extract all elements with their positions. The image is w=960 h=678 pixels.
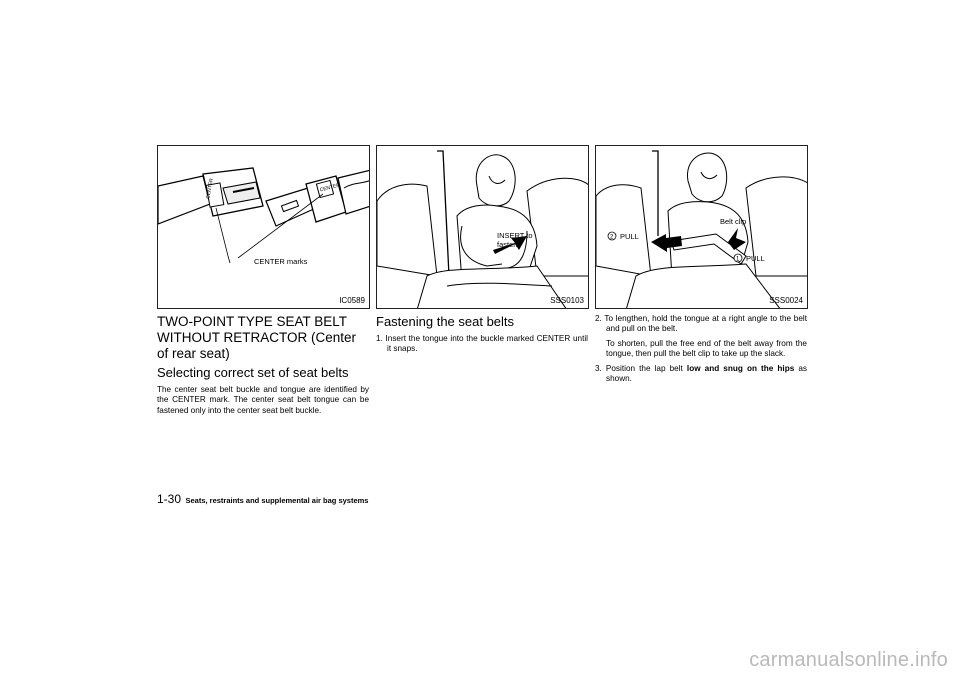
figure-insert-tongue [376, 145, 589, 309]
column-3 [595, 314, 807, 388]
step-1: 1. Insert the tongue into the buckle marked CENTER until it snaps. [376, 334, 588, 354]
pull-label-left: PULL [620, 232, 639, 241]
step-2-marker: 2 [610, 234, 614, 241]
center-marks-label: CENTER marks [254, 257, 308, 266]
adjust-belt-illustration [596, 146, 808, 309]
subsection-title: Fastening the seat belts [376, 314, 515, 329]
section-name: Seats, restraints and supplemental air bag systems [185, 496, 369, 505]
figure-code: SSS0024 [769, 296, 803, 305]
step-3 [595, 364, 807, 385]
page-footer [157, 490, 368, 508]
pull-label-right: PULL [746, 254, 765, 263]
watermark[interactable]: carmanualsonline.info [749, 649, 948, 671]
belt-clip-label: Belt clip [720, 217, 747, 226]
column-1 [157, 314, 369, 416]
buckle-center-mark: CENTER [205, 177, 215, 200]
insert-tongue-illustration [377, 146, 589, 309]
body-paragraph: The center seat belt buckle and tongue are identified by the CENTER mark. The center seat belt tongue can be fastened only into the center seat belt buckle. [157, 385, 369, 415]
figure-code: IC0589 [339, 296, 365, 305]
step-3-prefix: 3. Position the lap belt [595, 363, 687, 373]
subsection-title: Selecting correct set of seat belts [157, 365, 349, 380]
section-title: TWO-POINT TYPE SEAT BELT WITHOUT RETRACTOR (Center of rear seat) [157, 314, 357, 361]
step-1-marker: 1 [736, 256, 740, 263]
step-3-emphasis: low and snug on the hips [686, 363, 795, 373]
step-2-detail: To shorten, pull the free end of the belt away from the tongue, then pull the belt clip to take up the slack. [606, 338, 807, 359]
page-number: 1-30 [157, 492, 182, 506]
figure-code: SSS0103 [550, 296, 584, 305]
insert-label-line2: fasten [497, 240, 518, 249]
center-marks-illustration [158, 146, 370, 309]
figure-center-marks [157, 145, 370, 309]
step-2: 2. To lengthen, hold the tongue at a right angle to the belt and pull on the belt. [595, 314, 807, 334]
figure-adjust-belt [595, 145, 808, 309]
tongue-center-mark: CENTER [319, 182, 341, 194]
step-3-suffix: as shown. [606, 363, 807, 384]
column-2 [376, 314, 588, 359]
insert-label-line1: INSERT to [497, 231, 533, 240]
